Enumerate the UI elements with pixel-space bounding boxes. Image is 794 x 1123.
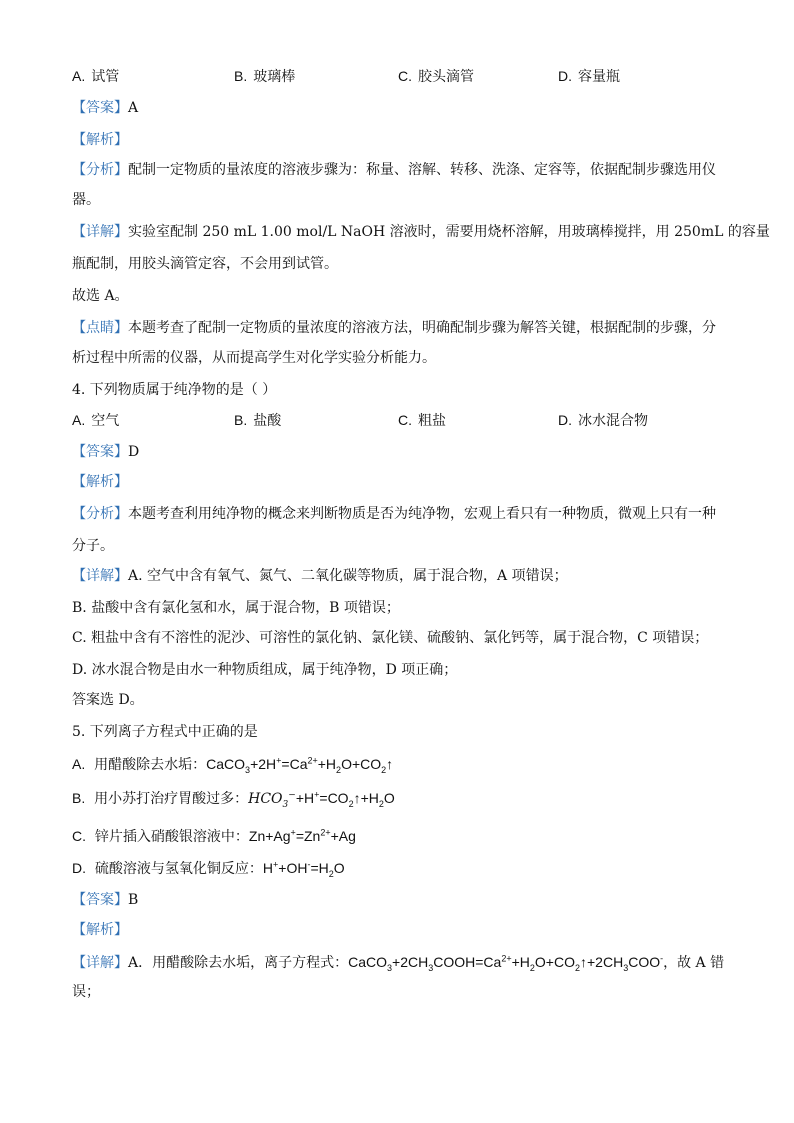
q3-conclusion: 故选 A。 (72, 288, 129, 304)
q5-option-d-equation: $H^++OH^-=H_2O$ (262, 859, 345, 879)
q5-answer: 【答案】B (72, 892, 139, 908)
q4-option-d: D. 冰水混合物 (558, 412, 648, 429)
q3-xiangjie-line2: 瓶配制，用胶头滴管定容，不会用到试管。 (72, 256, 338, 272)
q3-option-c: C. 胶头滴管 (398, 68, 474, 85)
q3-fenxi-line2: 器。 (72, 192, 100, 208)
answer-tag: 【答案】 (72, 100, 128, 116)
q5-option-b-equation: $HCO_3^-+H^+=CO_2↑+H_2O$ (248, 789, 395, 810)
q3-analysis-tag: 【解析】 (72, 132, 128, 148)
q4-detail-b: B. 盐酸中含有氯化氢和水，属于混合物，B 项错误； (72, 600, 400, 616)
q4-conclusion: 答案选 D。 (72, 692, 144, 708)
q4-fenxi-line2: 分子。 (72, 538, 114, 554)
q5-option-a-equation: $CaCO_3+2H^+=Ca^{2+}+H_2O+CO_2↑$ (206, 755, 394, 775)
q3-fenxi-line1: 【分析】配制一定物质的量浓度的溶液步骤为：称量、溶解、转移、洗涤、定容等，依据配制步骤选用仪 (72, 162, 716, 178)
q3-option-b: B. 玻璃棒 (234, 68, 296, 85)
q5-option-b: B. 用小苏打治疗胃酸过多：$HCO_3^-+H^+=CO_2↑+H_2O$ (72, 789, 395, 810)
q4-stem: 4. 下列物质属于纯净物的是（ ） (72, 382, 277, 398)
q4-option-a: A. 空气 (72, 412, 120, 429)
q4-answer: 【答案】D (72, 444, 140, 460)
q3-options (72, 66, 724, 86)
q5-analysis-tag: 【解析】 (72, 922, 128, 938)
q4-detail-d: D. 冰水混合物是由水一种物质组成，属于纯净物，D 项正确； (72, 662, 458, 678)
q5-option-d: D. 硫酸溶液与氢氧化铜反应：$H^++OH^-=H_2O$ (72, 859, 345, 879)
q4-option-b: B. 盐酸 (234, 412, 282, 429)
q5-xiangjie-line1: 【详解】A．用醋酸除去水垢，离子方程式：$CaCO_3+2CH_3COOH=Ca^{2+}+H_2O+CO_2↑+2CH_3COO^-$，故 A 错 (72, 953, 725, 973)
q5-stem: 5. 下列离子方程式中正确的是 (72, 724, 258, 740)
q5-xiangjie-line2: 误； (72, 984, 100, 1000)
q5-xiangjie-equation: $CaCO_3+2CH_3COOH=Ca^{2+}+H_2O+CO_2↑+2CH_3COO^-$ (348, 953, 664, 973)
q4-fenxi-line1: 【分析】本题考查利用纯净物的概念来判断物质是否为纯净物，宏观上看只有一种物质，微观上只有一种 (72, 506, 716, 522)
q4-option-c: C. 粗盐 (398, 412, 446, 429)
q5-option-c-equation: $Zn+Ag^+=Zn^{2+}+Ag$ (248, 827, 356, 844)
q3-dianjing-line1: 【点睛】本题考查了配制一定物质的量浓度的溶液方法，明确配制步骤为解答关键，根据配制的步骤，分 (72, 320, 716, 336)
q5-option-a: A. 用醋酸除去水垢：$CaCO_3+2H^+=Ca^{2+}+H_2O+CO_2↑$ (72, 755, 394, 775)
q3-answer: 【答案】A (72, 100, 139, 116)
q3-option-a: A. 试管 (72, 68, 120, 85)
q4-detail-a: 【详解】A. 空气中含有氧气、氮气、二氧化碳等物质，属于混合物，A 项错误； (72, 568, 568, 584)
q3-dianjing-line2: 析过程中所需的仪器，从而提高学生对化学实验分析能力。 (72, 350, 436, 366)
q5-option-c: C. 锌片插入硝酸银溶液中：$Zn+Ag^+=Zn^{2+}+Ag$ (72, 827, 356, 845)
q4-analysis-tag: 【解析】 (72, 474, 128, 490)
q4-detail-c: C. 粗盐中含有不溶性的泥沙、可溶性的氯化钠、氯化镁、硫酸钠、氯化钙等，属于混合物，C 项错误； (72, 630, 709, 646)
q4-options (72, 410, 724, 430)
q3-xiangjie-line1: 【详解】实验室配制 250 mL 1.00 mol/L NaOH 溶液时，需要用烧杯溶解，用玻璃棒搅拌，用 250mL 的容量 (72, 224, 770, 240)
q3-option-d: D. 容量瓶 (558, 68, 620, 85)
